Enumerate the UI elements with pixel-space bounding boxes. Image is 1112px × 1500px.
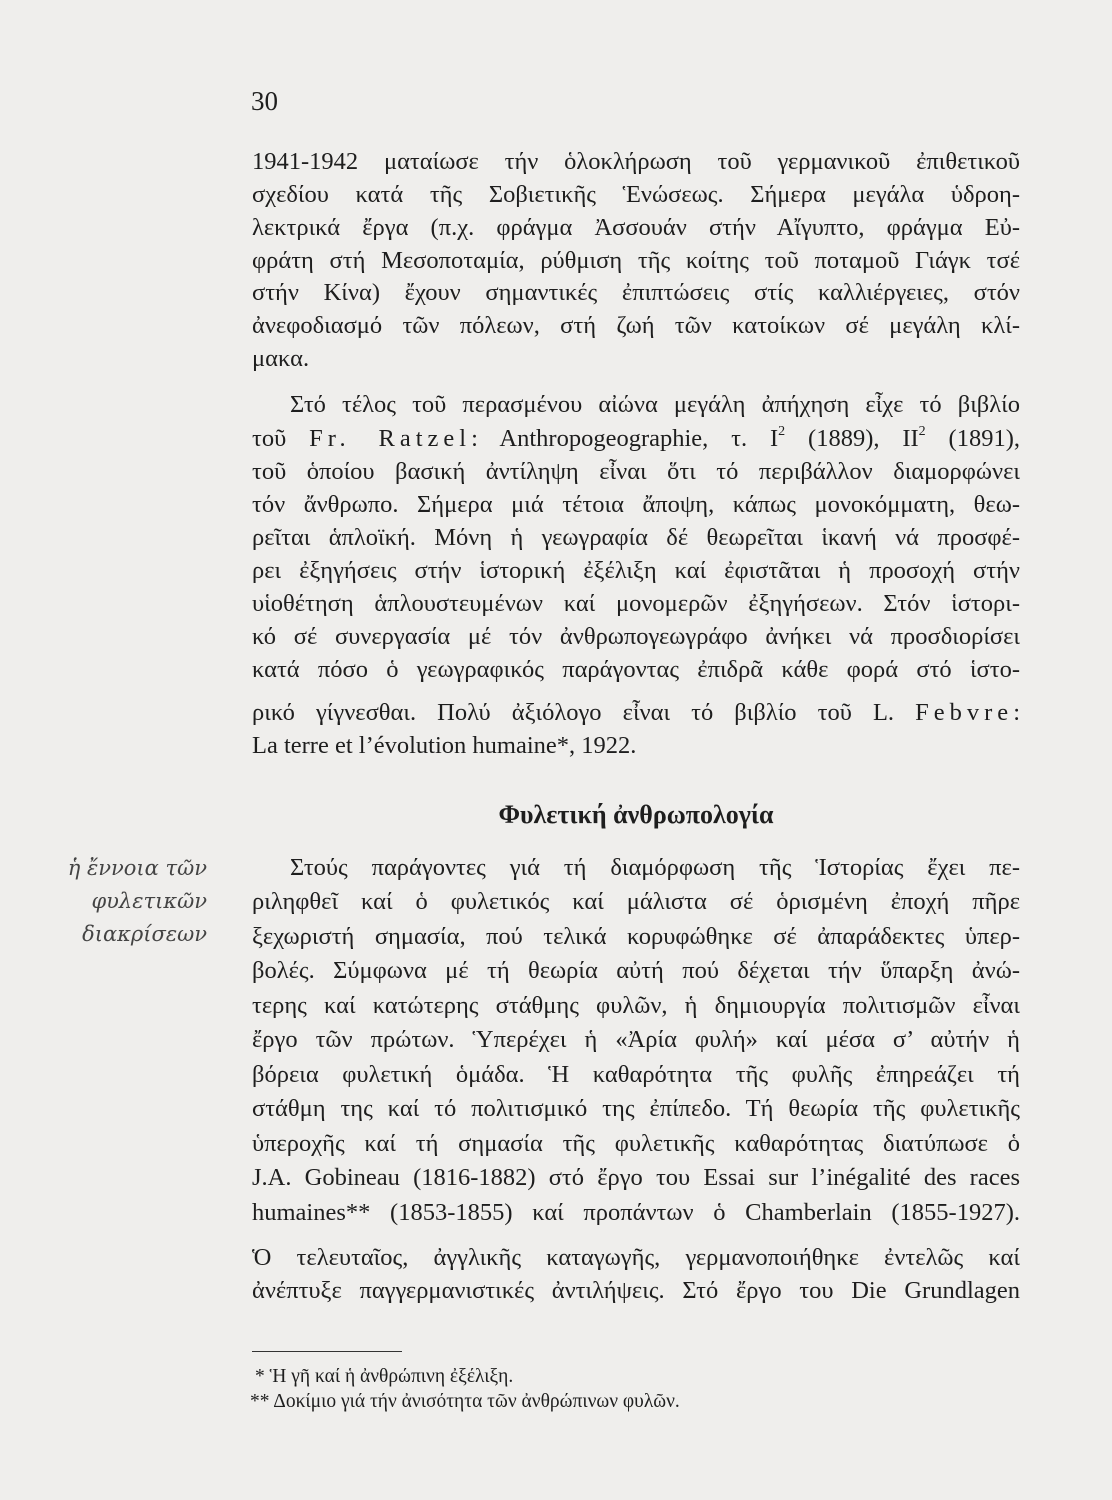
text-line: 1941-1942 ματαίωσε τήν ὁλοκλήρωση τοῦ γερμανικοῦ ἐπιθετικοῦ [252,148,1020,175]
text-line: ρεῖται ἁπλοϊκή. Μόνη ἡ γεωγραφία δέ θεωρεῖται ἱκανή νά προσφέ- [252,524,1020,551]
text: : [1013,699,1020,726]
text-line [252,424,1020,454]
footnote-divider [252,1351,402,1352]
text-line: τοῦ ὁποίου βασική ἀντίληψη εἶναι ὅτι τό περιβάλλον διαμορφώνει [252,458,1020,485]
text-line: μακα. [252,345,310,372]
text-line: ξεχωριστή σημασία, πού τελικά κορυφώθηκε σέ ἀπαράδεκτες ὑπερ- [252,923,1020,950]
text-line: ἔργο τῶν πρώτων. Ὑπερέχει ἡ «Ἀρία φυλή» καί μέσα σ’ αὐτήν ἡ [252,1026,1020,1053]
text: : Anthropogeographie, τ. I [471,425,779,452]
superscript: 2 [778,424,786,439]
text-line: J.A. Gobineau (1816-1882) στό ἔργο του Essai sur l’inégalité des races [252,1164,1020,1191]
footnote: * Ἡ γῆ καί ἡ ἀνθρώπινη ἐξέλιξη. [255,1366,514,1387]
text-line: βόρεια φυλετική ὁμάδα. Ἡ καθαρότητα τῆς φυλῆς ἐπηρεάζει τή [252,1061,1020,1088]
text-line: Ὁ τελευταῖος, ἀγγλικῆς καταγωγῆς, γερμανοποιήθηκε ἐντελῶς καί [252,1244,1020,1271]
text-line: Στό τέλος τοῦ περασμένου αἰώνα μεγάλη ἀπήχηση εἶχε τό βιβλίο [290,391,1020,418]
margin-note-line: διακρίσεων [82,922,207,946]
superscript: 2 [918,424,926,439]
text-line: Στούς παράγοντες γιά τή διαμόρφωση τῆς Ἱστορίας ἔχει πε- [290,854,1020,881]
text-line: ριληφθεῖ καί ὁ φυλετικός καί μάλιστα σέ ὁρισμένη ἐποχή πῆρε [252,888,1020,915]
text-line: ἀνεφοδιασμό τῶν πόλεων, στή ζωή τῶν κατοίκων σέ μεγάλη κλί- [252,312,1020,339]
text-line: τόν ἄνθρωπο. Σήμερα μιά τέτοια ἄποψη, κάπως μονοκόμματη, θεω- [252,491,1020,518]
text-line: υἱοθέτηση ἁπλουστευμένων καί μονομερῶν ἐξηγήσεων. Στόν ἱστορι- [252,590,1020,617]
text-line: στήν Κίνα) ἔχουν σημαντικές ἐπιπτώσεις στίς καλλιέργειες, στόν [252,279,1020,306]
text-line: ρει ἐξηγήσεις στήν ἱστορική ἐξέλιξη καί ἐφιστᾶται ἡ προσοχή στήν [252,557,1020,584]
text: τοῦ [252,425,310,452]
text-line: ἀνέπτυξε παγγερμανιστικές ἀντιλήψεις. Στό ἔργο του Die Grundlagen [252,1277,1020,1304]
text-line: στάθμη της καί τό πολιτισμικό της ἐπίπεδο. Τή θεωρία τῆς φυλετικῆς [252,1095,1020,1122]
text-line: κό σέ συνεργασία μέ τόν ἀνθρωπογεωγράφο ἀνήκει νά προσδιορίσει [252,623,1020,650]
text: (1889), II [785,425,919,452]
page-number: 30 [251,86,278,116]
text: ρικό γίγνεσθαι. Πολύ ἀξιόλογο εἶναι τό βιβλίο τοῦ L. [252,699,916,726]
text-line [252,698,1020,728]
text-line: κατά πόσο ὁ γεωγραφικός παράγοντας ἐπιδρᾶ κάθε φορά στό ἱστο- [252,656,1020,683]
text-line: λεκτρικά ἔργα (π.χ. φράγμα Ἀσσουάν στήν Αἴγυπτο, φράγμα Εὐ- [252,214,1020,241]
author-name: Fr. Ratzel [309,425,472,452]
text-line: φράτη στή Μεσοποταμία, ρύθμιση τῆς κοίτης τοῦ ποταμοῦ Γιάγκ τσέ [252,247,1020,274]
margin-note-line: φυλετικῶν [91,889,207,913]
text-line: humaines** (1853-1855) καί προπάντων ὁ Chamberlain (1855-1927). [252,1199,1020,1226]
author-name: Febvre [915,699,1014,726]
margin-note-line: ἡ ἔννοια τῶν [67,856,207,880]
text-line: βολές. Σύμφωνα μέ τή θεωρία αὐτή πού δέχεται τήν ὕπαρξη ἀνώ- [252,957,1020,984]
section-heading: Φυλετική ἀνθρωπολογία [498,800,774,829]
text-line: τερης καί κατώτερης στάθμης φυλῶν, ἡ δημιουργία πολιτισμῶν εἶναι [252,992,1020,1019]
text-line: σχεδίου κατά τῆς Σοβιετικῆς Ἑνώσεως. Σήμερα μεγάλα ὑδροη- [252,181,1020,208]
text: (1891), [925,425,1020,452]
text-line: ὑπεροχῆς καί τή σημασία τῆς φυλετικῆς καθαρότητας διατύπωσε ὁ [252,1130,1020,1157]
footnote: ** Δοκίμιο γιά τήν ἀνισότητα τῶν ἀνθρώπινων φυλῶν. [250,1391,680,1412]
text-line: La terre et l’évolution humaine*, 1922. [252,732,637,759]
